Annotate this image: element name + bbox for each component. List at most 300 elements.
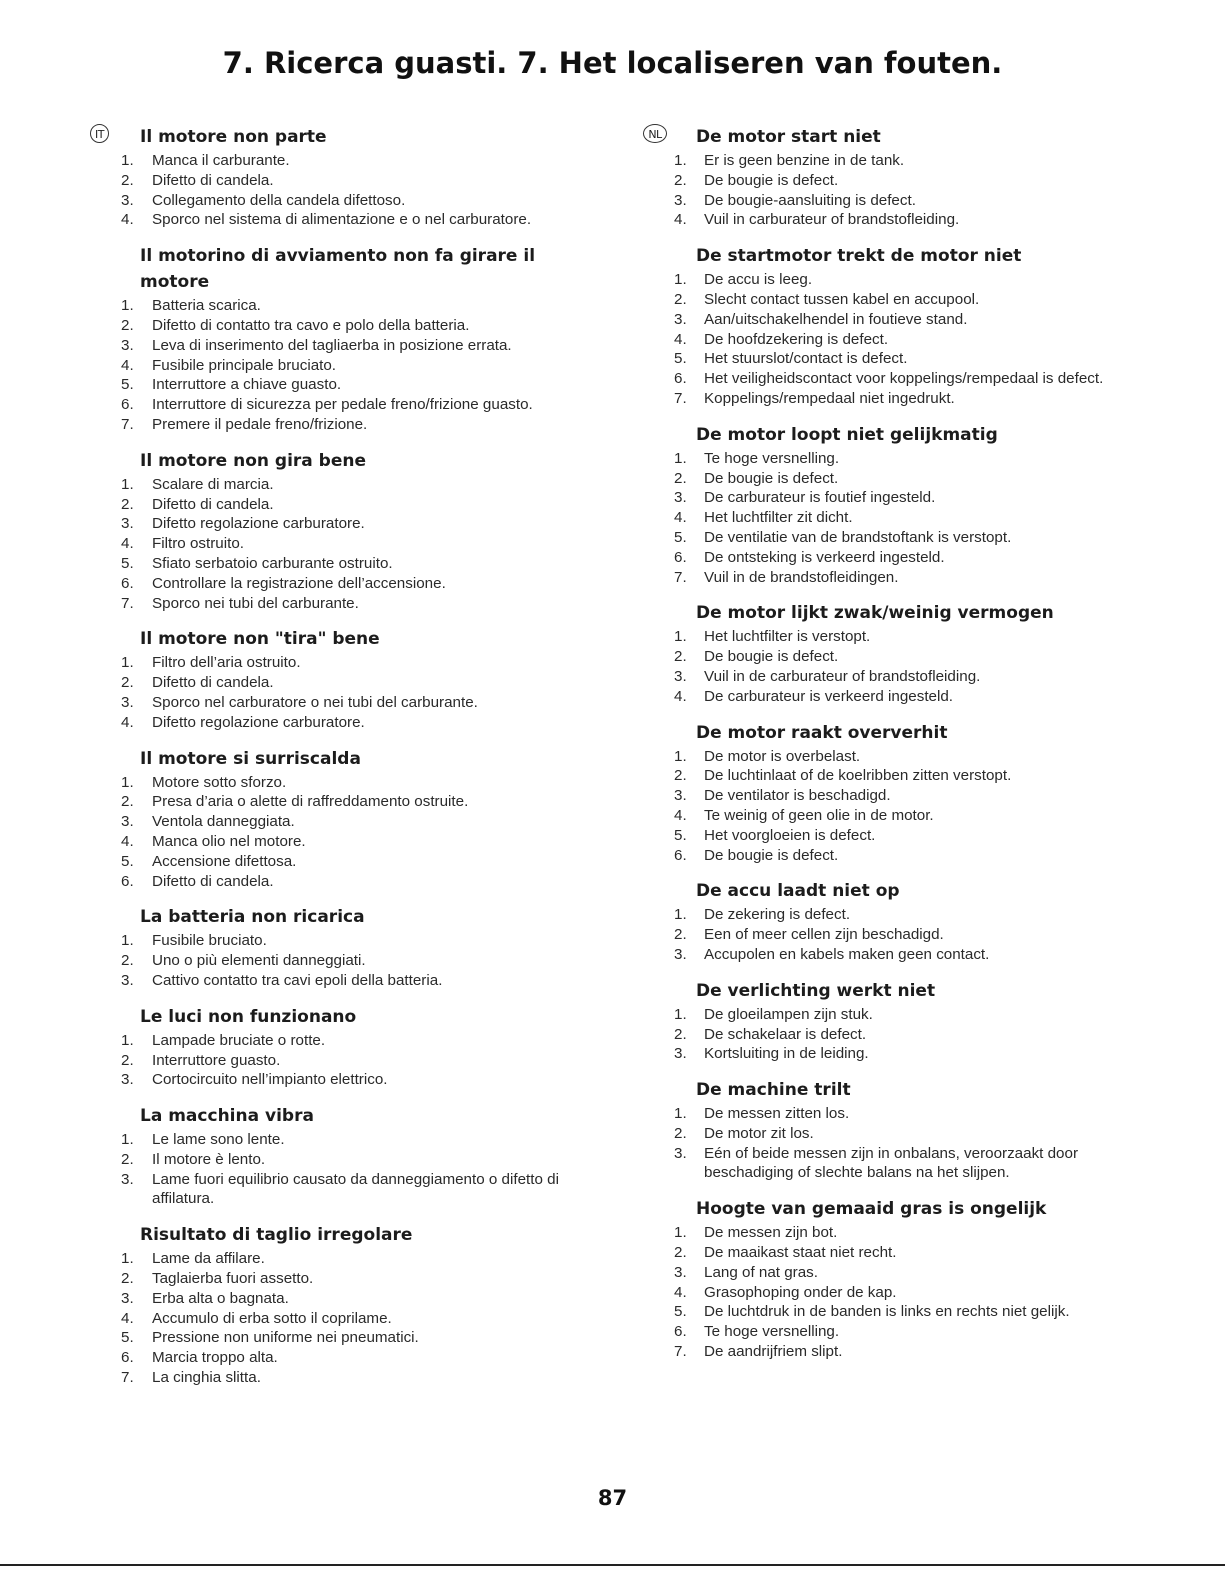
item-text: Interruttore a chiave guasto. bbox=[152, 376, 342, 394]
list-item bbox=[96, 375, 596, 395]
item-number: 2. bbox=[674, 1124, 687, 1142]
item-text: De bougie is defect. bbox=[704, 846, 839, 864]
item-number: 3. bbox=[674, 945, 687, 963]
troubleshooting-section bbox=[653, 878, 1153, 964]
item-number: 2. bbox=[674, 926, 687, 944]
section-heading: Il motorino di avviamento non fa girare il motore bbox=[140, 246, 536, 293]
list-item bbox=[96, 1328, 596, 1348]
item-number: 2. bbox=[674, 469, 687, 487]
item-number: 5. bbox=[674, 1303, 687, 1321]
list-item bbox=[96, 534, 596, 554]
item-text: Difetto regolazione carburatore. bbox=[152, 515, 365, 533]
list-item bbox=[96, 1070, 596, 1090]
list-item bbox=[653, 449, 1153, 469]
item-text: Het voorgloeien is defect. bbox=[704, 826, 876, 844]
item-number: 4. bbox=[121, 1309, 134, 1327]
list-item bbox=[653, 826, 1153, 846]
item-text: De aandrijfriem slipt. bbox=[704, 1343, 843, 1361]
item-number: 6. bbox=[674, 1323, 687, 1341]
item-number: 3. bbox=[674, 787, 687, 805]
item-text: Te hoge versnelling. bbox=[704, 449, 840, 467]
cause-list bbox=[96, 1130, 596, 1209]
item-text: De ontsteking is verkeerd ingesteld. bbox=[704, 548, 945, 566]
item-text: Manca olio nel motore. bbox=[152, 832, 306, 850]
item-number: 1. bbox=[674, 1224, 687, 1242]
list-item bbox=[96, 1031, 596, 1051]
cause-list bbox=[96, 773, 596, 892]
item-text: Interruttore di sicurezza per pedale freno/frizione guasto. bbox=[152, 396, 533, 414]
list-item bbox=[653, 1025, 1153, 1045]
troubleshooting-section bbox=[653, 978, 1153, 1064]
list-item bbox=[653, 1283, 1153, 1303]
item-number: 1. bbox=[674, 628, 687, 646]
item-text: Difetto di candela. bbox=[152, 872, 274, 890]
item-number: 1. bbox=[121, 1031, 134, 1049]
item-text: La cinghia slitta. bbox=[152, 1369, 261, 1387]
item-number: 4. bbox=[674, 806, 687, 824]
item-number: 2. bbox=[121, 1051, 134, 1069]
list-item bbox=[653, 528, 1153, 548]
list-item bbox=[653, 1263, 1153, 1283]
cause-list bbox=[96, 1031, 596, 1090]
item-number: 3. bbox=[121, 1289, 134, 1307]
item-text: Lampade bruciate o rotte. bbox=[152, 1031, 326, 1049]
section-heading: Il motore si surriscalda bbox=[140, 748, 361, 769]
list-item bbox=[653, 349, 1153, 369]
item-text: Vuil in carburateur of brandstofleiding. bbox=[704, 211, 960, 229]
section-heading: Le luci non funzionano bbox=[140, 1006, 357, 1027]
item-text: Het veiligheidscontact voor koppelings/rempedaal is defect. bbox=[704, 370, 1104, 388]
list-item bbox=[96, 1368, 596, 1388]
list-item bbox=[653, 290, 1153, 310]
item-number: 7. bbox=[674, 1343, 687, 1361]
item-text: Il motore è lento. bbox=[152, 1150, 266, 1168]
troubleshooting-section bbox=[96, 626, 596, 732]
item-text: De luchtdruk in de banden is links en rechts niet gelijk. bbox=[704, 1303, 1070, 1321]
item-number: 3. bbox=[674, 310, 687, 328]
troubleshooting-section bbox=[96, 448, 596, 614]
troubleshooting-section bbox=[96, 746, 596, 892]
item-text: Slecht contact tussen kabel en accupool. bbox=[704, 290, 980, 308]
section-heading: Hoogte van gemaaid gras is ongelijk bbox=[696, 1199, 1047, 1220]
item-text: Batteria scarica. bbox=[152, 297, 261, 315]
cause-list bbox=[96, 653, 596, 732]
list-item bbox=[96, 693, 596, 713]
list-item bbox=[96, 171, 596, 191]
list-item bbox=[96, 475, 596, 495]
item-text: Te weinig of geen olie in de motor. bbox=[704, 806, 934, 824]
item-text: Difetto di candela. bbox=[152, 171, 274, 189]
item-text: Het luchtfilter zit dicht. bbox=[704, 509, 853, 527]
list-item bbox=[96, 1130, 596, 1150]
item-number: 7. bbox=[674, 389, 687, 407]
column-italian bbox=[96, 124, 596, 1388]
item-number: 4. bbox=[674, 211, 687, 229]
troubleshooting-section bbox=[96, 1222, 596, 1388]
item-text: Premere il pedale freno/frizione. bbox=[152, 415, 368, 433]
item-number: 2. bbox=[674, 1244, 687, 1262]
list-item bbox=[96, 951, 596, 971]
item-text: Er is geen benzine in de tank. bbox=[704, 152, 905, 169]
list-item bbox=[96, 971, 596, 991]
item-text: De messen zijn bot. bbox=[704, 1224, 838, 1242]
section-heading: De motor lijkt zwak/weinig vermogen bbox=[696, 603, 1054, 624]
column-dutch bbox=[648, 124, 1153, 1362]
item-number: 7. bbox=[121, 1369, 134, 1387]
item-number: 1. bbox=[674, 271, 687, 289]
item-number: 2. bbox=[121, 1270, 134, 1288]
item-number: 1. bbox=[121, 932, 134, 950]
item-text: Fusibile principale bruciato. bbox=[152, 356, 337, 374]
list-item bbox=[96, 832, 596, 852]
item-text: Te hoge versnelling. bbox=[704, 1323, 840, 1341]
item-text: De bougie is defect. bbox=[704, 171, 839, 189]
item-text: Sporco nel carburatore o nei tubi del carburante. bbox=[152, 693, 478, 711]
item-number: 1. bbox=[121, 773, 134, 791]
item-number: 5. bbox=[121, 852, 134, 870]
item-number: 4. bbox=[674, 509, 687, 527]
list-item bbox=[96, 931, 596, 951]
item-text: Kortsluiting in de leiding. bbox=[704, 1045, 869, 1063]
item-text: Leva di inserimento del tagliaerba in posizione errata. bbox=[152, 336, 512, 354]
item-text: Controllare la registrazione dell’accensione. bbox=[152, 574, 446, 592]
bottom-rule bbox=[0, 1564, 1225, 1566]
list-item bbox=[96, 653, 596, 673]
list-item bbox=[96, 356, 596, 376]
list-item bbox=[96, 1051, 596, 1071]
list-item bbox=[653, 627, 1153, 647]
item-number: 4. bbox=[121, 713, 134, 731]
item-number: 3. bbox=[674, 1144, 687, 1162]
item-text: De bougie is defect. bbox=[704, 648, 839, 666]
item-number: 7. bbox=[121, 594, 134, 612]
item-text: Ventola danneggiata. bbox=[152, 813, 295, 831]
item-number: 3. bbox=[121, 515, 134, 533]
list-item bbox=[96, 872, 596, 892]
item-number: 5. bbox=[674, 826, 687, 844]
troubleshooting-section bbox=[96, 243, 596, 435]
item-number: 6. bbox=[121, 396, 134, 414]
troubleshooting-section bbox=[96, 1004, 596, 1090]
item-text: Cortocircuito nell’impianto elettrico. bbox=[152, 1071, 388, 1089]
item-number: 5. bbox=[121, 376, 134, 394]
item-text: Pressione non uniforme nei pneumatici. bbox=[152, 1329, 419, 1347]
item-number: 1. bbox=[121, 654, 134, 672]
item-number: 3. bbox=[121, 1071, 134, 1089]
page-number: 87 bbox=[597, 1486, 628, 1510]
list-item bbox=[653, 1243, 1153, 1263]
list-item bbox=[653, 330, 1153, 350]
list-item bbox=[653, 766, 1153, 786]
item-number: 1. bbox=[121, 152, 134, 169]
list-item bbox=[96, 495, 596, 515]
item-text: Interruttore guasto. bbox=[152, 1051, 281, 1069]
list-item bbox=[96, 792, 596, 812]
item-number: 5. bbox=[674, 528, 687, 546]
list-item bbox=[653, 310, 1153, 330]
item-number: 1. bbox=[674, 1105, 687, 1123]
troubleshooting-section bbox=[653, 124, 1153, 230]
list-item bbox=[653, 667, 1153, 687]
item-number: 1. bbox=[674, 152, 687, 169]
list-item bbox=[653, 191, 1153, 211]
list-item bbox=[96, 713, 596, 733]
item-text: Grasophoping onder de kap. bbox=[704, 1283, 897, 1301]
list-item bbox=[96, 574, 596, 594]
item-number: 3. bbox=[121, 1170, 134, 1188]
list-item bbox=[653, 171, 1153, 191]
section-heading: La batteria non ricarica bbox=[140, 907, 365, 928]
list-item bbox=[653, 369, 1153, 389]
list-item bbox=[653, 1044, 1153, 1064]
list-item bbox=[653, 1302, 1153, 1322]
troubleshooting-section bbox=[653, 600, 1153, 706]
item-number: 3. bbox=[121, 191, 134, 209]
item-number: 5. bbox=[674, 350, 687, 368]
item-text: Difetto di candela. bbox=[152, 495, 274, 513]
item-text: Difetto di contatto tra cavo e polo della batteria. bbox=[152, 316, 470, 334]
section-heading: Il motore non "tira" bene bbox=[140, 629, 380, 650]
item-text: Het stuurslot/contact is defect. bbox=[704, 350, 908, 368]
item-text: Fusibile bruciato. bbox=[152, 932, 267, 950]
list-item bbox=[96, 812, 596, 832]
cause-list bbox=[653, 1223, 1153, 1362]
list-item bbox=[653, 151, 1153, 171]
list-item bbox=[653, 647, 1153, 667]
item-text: Cattivo contatto tra cavi epoli della batteria. bbox=[152, 971, 443, 989]
item-number: 4. bbox=[121, 832, 134, 850]
troubleshooting-section bbox=[96, 124, 596, 230]
list-item bbox=[96, 1289, 596, 1309]
list-item bbox=[653, 687, 1153, 707]
list-item bbox=[653, 945, 1153, 965]
list-item bbox=[96, 1249, 596, 1269]
item-number: 5. bbox=[121, 554, 134, 572]
item-text: De bougie is defect. bbox=[704, 469, 839, 487]
section-heading: De motor loopt niet gelijkmatig bbox=[696, 424, 998, 445]
item-text: Het luchtfilter is verstopt. bbox=[704, 628, 871, 646]
item-text: Lame da affilare. bbox=[152, 1250, 265, 1268]
item-text: De gloeilampen zijn stuk. bbox=[704, 1005, 873, 1023]
item-number: 7. bbox=[121, 415, 134, 433]
item-number: 3. bbox=[674, 1045, 687, 1063]
item-number: 7. bbox=[674, 568, 687, 586]
cause-list bbox=[653, 747, 1153, 866]
item-number: 6. bbox=[121, 574, 134, 592]
item-text: Een of meer cellen zijn beschadigd. bbox=[704, 926, 944, 944]
list-item bbox=[653, 806, 1153, 826]
list-item bbox=[653, 905, 1153, 925]
cause-list bbox=[653, 151, 1153, 230]
item-text: De ventilator is beschadigd. bbox=[704, 787, 891, 805]
item-text: Presa d’aria o alette di raffreddamento ostruite. bbox=[152, 793, 469, 811]
item-text: Lame fuori equilibrio causato da danneggiamento o difetto di affilatura. bbox=[152, 1170, 559, 1208]
list-item bbox=[96, 415, 596, 435]
troubleshooting-section bbox=[653, 1196, 1153, 1362]
section-heading: De motor raakt oververhit bbox=[696, 722, 948, 743]
section-heading: De accu laadt niet op bbox=[696, 881, 900, 902]
troubleshooting-section bbox=[96, 904, 596, 990]
list-item bbox=[653, 747, 1153, 767]
item-text: Motore sotto sforzo. bbox=[152, 773, 287, 791]
item-text: Erba alta o bagnata. bbox=[152, 1289, 289, 1307]
item-number: 6. bbox=[121, 872, 134, 890]
item-number: 6. bbox=[121, 1349, 134, 1367]
troubleshooting-section bbox=[653, 422, 1153, 588]
list-item bbox=[653, 1223, 1153, 1243]
item-text: Manca il carburante. bbox=[152, 152, 290, 169]
list-item bbox=[96, 296, 596, 316]
item-text: De zekering is defect. bbox=[704, 906, 851, 924]
item-number: 2. bbox=[674, 648, 687, 666]
section-heading: De startmotor trekt de motor niet bbox=[696, 246, 1022, 267]
troubleshooting-section bbox=[653, 243, 1153, 409]
list-item bbox=[96, 1170, 596, 1210]
cause-list bbox=[96, 475, 596, 614]
list-item bbox=[653, 488, 1153, 508]
list-item bbox=[96, 554, 596, 574]
item-number: 3. bbox=[674, 191, 687, 209]
item-text: De hoofdzekering is defect. bbox=[704, 330, 889, 348]
cause-list bbox=[653, 449, 1153, 588]
list-item bbox=[653, 568, 1153, 588]
list-item bbox=[96, 336, 596, 356]
item-number: 3. bbox=[121, 336, 134, 354]
list-item bbox=[653, 846, 1153, 866]
list-item bbox=[653, 925, 1153, 945]
list-item bbox=[96, 594, 596, 614]
item-number: 2. bbox=[121, 171, 134, 189]
item-number: 3. bbox=[121, 971, 134, 989]
item-text: Collegamento della candela difettoso. bbox=[152, 191, 406, 209]
item-text: Koppelings/rempedaal niet ingedrukt. bbox=[704, 389, 955, 407]
cause-list bbox=[653, 905, 1153, 964]
list-item bbox=[96, 852, 596, 872]
language-badge-icon: NL bbox=[643, 124, 667, 143]
page-title: 7. Ricerca guasti. 7. Het localiseren van fouten. bbox=[222, 46, 1003, 80]
list-item bbox=[96, 673, 596, 693]
item-number: 2. bbox=[121, 1150, 134, 1168]
item-number: 1. bbox=[121, 475, 134, 493]
item-number: 1. bbox=[674, 1005, 687, 1023]
item-text: Accupolen en kabels maken geen contact. bbox=[704, 945, 990, 963]
item-number: 3. bbox=[674, 1263, 687, 1281]
item-number: 3. bbox=[121, 693, 134, 711]
item-number: 4. bbox=[121, 211, 134, 229]
item-number: 1. bbox=[121, 1131, 134, 1149]
cause-list bbox=[653, 270, 1153, 409]
item-number: 2. bbox=[121, 316, 134, 334]
section-heading: De motor start niet bbox=[696, 127, 881, 147]
item-text: Sporco nel sistema di alimentazione e o nel carburatore. bbox=[152, 211, 532, 229]
section-heading: La macchina vibra bbox=[140, 1106, 314, 1127]
cause-list bbox=[653, 627, 1153, 706]
list-item bbox=[653, 1005, 1153, 1025]
section-heading: De verlichting werkt niet bbox=[696, 980, 936, 1001]
item-number: 1. bbox=[121, 297, 134, 315]
item-text: Lang of nat gras. bbox=[704, 1263, 818, 1281]
cause-list bbox=[653, 1104, 1153, 1183]
troubleshooting-section bbox=[96, 1103, 596, 1209]
item-text: Accumulo di erba sotto il coprilame. bbox=[152, 1309, 392, 1327]
list-item bbox=[96, 1269, 596, 1289]
item-text: De maaikast staat niet recht. bbox=[704, 1244, 897, 1262]
item-text: De bougie-aansluiting is defect. bbox=[704, 191, 916, 209]
cause-list bbox=[96, 151, 596, 230]
list-item bbox=[96, 316, 596, 336]
list-item bbox=[653, 1104, 1153, 1124]
item-text: Le lame sono lente. bbox=[152, 1131, 285, 1149]
item-text: De luchtinlaat of de koelribben zitten verstopt. bbox=[704, 767, 1012, 785]
list-item bbox=[653, 210, 1153, 230]
item-text: Vuil in de carburateur of brandstofleiding. bbox=[704, 667, 981, 685]
list-item bbox=[96, 1348, 596, 1368]
list-item bbox=[653, 270, 1153, 290]
list-item bbox=[653, 1342, 1153, 1362]
item-number: 2. bbox=[121, 674, 134, 692]
item-number: 3. bbox=[121, 813, 134, 831]
item-text: De schakelaar is defect. bbox=[704, 1025, 867, 1043]
item-number: 2. bbox=[674, 171, 687, 189]
item-text: Filtro dell’aria ostruito. bbox=[152, 654, 301, 672]
item-text: Difetto di candela. bbox=[152, 674, 274, 692]
item-number: 2. bbox=[121, 793, 134, 811]
item-text: Taglaierba fuori assetto. bbox=[152, 1270, 314, 1288]
item-text: Aan/uitschakelhendel in foutieve stand. bbox=[704, 310, 968, 328]
item-number: 2. bbox=[121, 495, 134, 513]
list-item bbox=[96, 151, 596, 171]
section-heading: Il motore non gira bene bbox=[140, 450, 367, 471]
item-number: 6. bbox=[674, 370, 687, 388]
item-text: Sporco nei tubi del carburante. bbox=[152, 594, 359, 612]
item-number: 4. bbox=[674, 330, 687, 348]
item-text: Accensione difettosa. bbox=[152, 852, 297, 870]
list-item bbox=[653, 1322, 1153, 1342]
item-number: 4. bbox=[674, 1283, 687, 1301]
item-number: 1. bbox=[674, 906, 687, 924]
section-heading: Il motore non parte bbox=[140, 127, 327, 147]
item-text: Sfiato serbatoio carburante ostruito. bbox=[152, 554, 393, 572]
list-item bbox=[96, 514, 596, 534]
list-item bbox=[653, 1144, 1153, 1184]
item-text: De carburateur is verkeerd ingesteld. bbox=[704, 687, 954, 705]
item-number: 1. bbox=[121, 1250, 134, 1268]
item-text: Difetto regolazione carburatore. bbox=[152, 713, 365, 731]
item-number: 3. bbox=[674, 489, 687, 507]
item-text: De carburateur is foutief ingesteld. bbox=[704, 489, 936, 507]
item-number: 1. bbox=[674, 747, 687, 765]
list-item bbox=[96, 1150, 596, 1170]
cause-list bbox=[96, 1249, 596, 1388]
item-text: Filtro ostruito. bbox=[152, 535, 244, 553]
list-item bbox=[653, 508, 1153, 528]
list-item bbox=[96, 773, 596, 793]
troubleshooting-section bbox=[653, 720, 1153, 866]
list-item bbox=[653, 1124, 1153, 1144]
list-item bbox=[96, 1309, 596, 1329]
cause-list bbox=[96, 296, 596, 435]
item-number: 5. bbox=[121, 1329, 134, 1347]
list-item bbox=[653, 469, 1153, 489]
item-number: 4. bbox=[674, 687, 687, 705]
item-number: 1. bbox=[674, 449, 687, 467]
section-heading: De machine trilt bbox=[696, 1080, 851, 1101]
item-text: De messen zitten los. bbox=[704, 1105, 850, 1123]
item-number: 2. bbox=[674, 290, 687, 308]
list-item bbox=[653, 389, 1153, 409]
section-heading: Risultato di taglio irregolare bbox=[140, 1225, 413, 1246]
item-text: De accu is leeg. bbox=[704, 271, 813, 289]
